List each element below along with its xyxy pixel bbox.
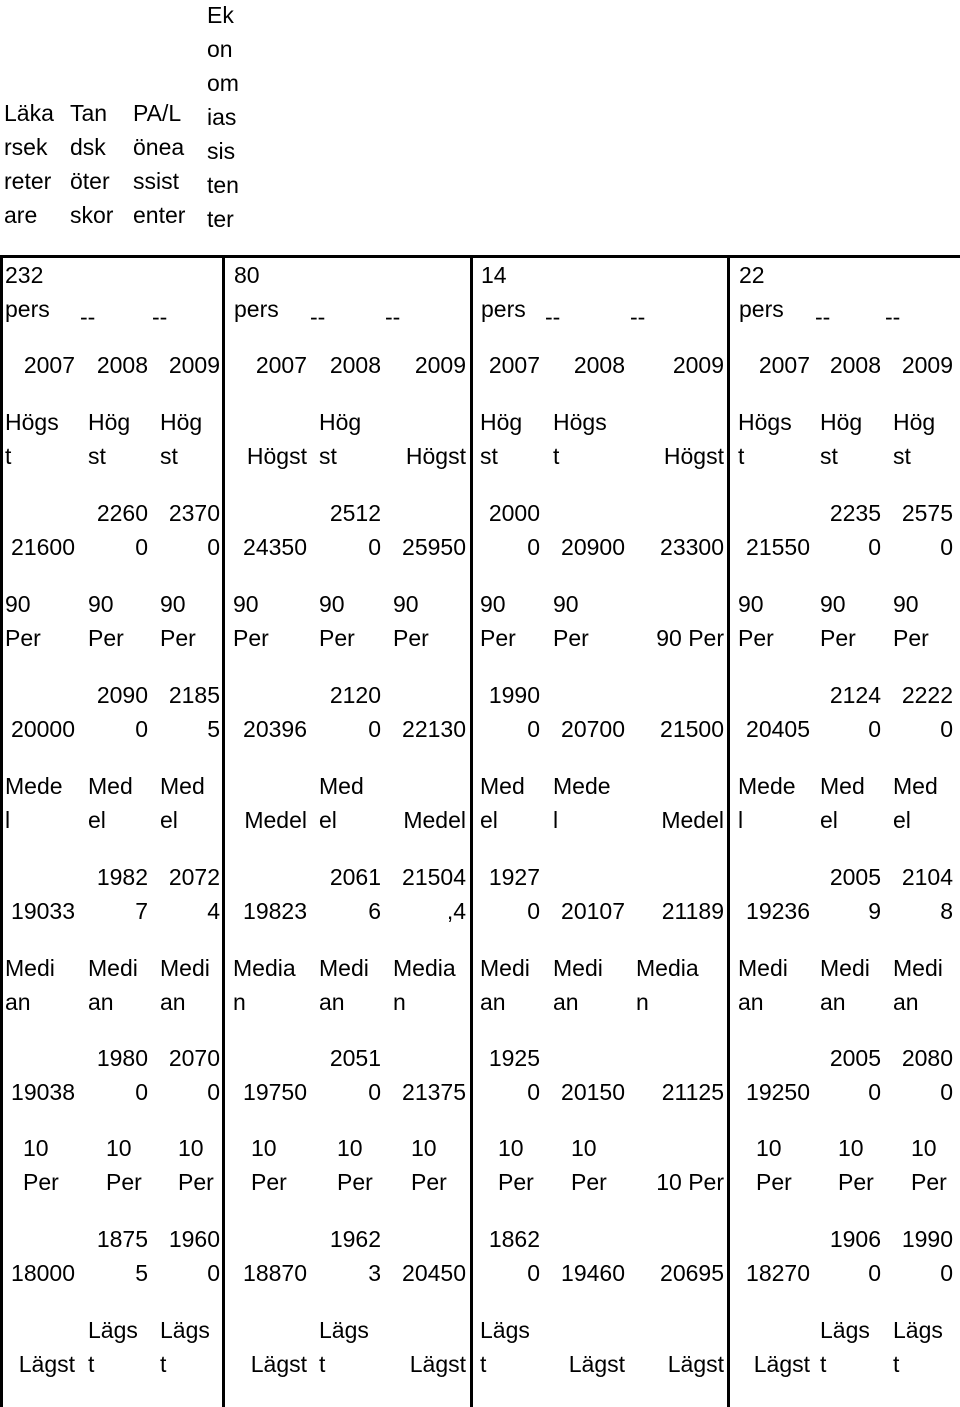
row-label: Per [911, 1169, 947, 1195]
row-label: Medel [244, 807, 307, 833]
value-cell: 0 [207, 1260, 220, 1286]
value-cell: 2575 [901, 500, 953, 526]
value-cell: 20900 [561, 534, 625, 560]
value-cell: 19460 [561, 1260, 625, 1286]
value-cell: 24350 [243, 534, 307, 560]
value-cell: 20700 [561, 716, 625, 742]
row-label: an [480, 989, 506, 1015]
column-header-line: skor [70, 202, 114, 228]
value-cell: 2185 [168, 682, 220, 708]
row-label: n [233, 989, 246, 1015]
row-label: Per [88, 625, 124, 651]
row-label: Medi [5, 955, 55, 981]
row-label: Lägst [250, 1351, 307, 1377]
row-label: Per [106, 1169, 142, 1195]
row-label: Lägs [319, 1317, 369, 1343]
year-label: 2008 [829, 352, 881, 378]
value-cell: 21504 [402, 864, 466, 890]
column-header-line: rsek [4, 134, 48, 160]
value-cell: 21189 [661, 898, 724, 924]
row-label: Per [756, 1169, 792, 1195]
column-header-line: Ek [207, 2, 234, 28]
row-label: 10 [23, 1135, 49, 1161]
value-cell: 19038 [11, 1079, 75, 1105]
value-cell: 1962 [329, 1226, 381, 1252]
row-label: 10 Per [656, 1169, 724, 1195]
row-label: el [88, 807, 106, 833]
column-header-line: PA/L [133, 100, 182, 126]
row-label: Med [88, 773, 133, 799]
year-label: 2007 [758, 352, 810, 378]
row-label: 90 [5, 591, 31, 617]
group-dash: -- [885, 304, 901, 330]
value-cell: 0 [135, 1079, 148, 1105]
group-size: 80 [234, 262, 260, 288]
group-divider [0, 255, 3, 1407]
value-cell: 2090 [96, 682, 148, 708]
row-label: Medi [160, 955, 210, 981]
value-cell: 1980 [96, 1045, 148, 1071]
group-dash: -- [310, 304, 326, 330]
group-size: pers [739, 296, 784, 322]
row-label: t [893, 1351, 900, 1377]
year-label: 2009 [672, 352, 724, 378]
row-label: Lägs [88, 1317, 138, 1343]
value-cell: ,4 [446, 898, 466, 924]
row-label: 90 [233, 591, 259, 617]
row-label: Högs [5, 409, 59, 435]
year-label: 2008 [573, 352, 625, 378]
value-cell: 1862 [488, 1226, 540, 1252]
value-cell: 20107 [561, 898, 625, 924]
row-label: Per [178, 1169, 214, 1195]
row-label: st [820, 443, 838, 469]
row-label: Per [411, 1169, 447, 1195]
value-cell: 1906 [829, 1226, 881, 1252]
column-header-line: dsk [70, 134, 106, 160]
row-label: Medel [661, 807, 724, 833]
row-label: 10 [411, 1135, 437, 1161]
row-label: st [319, 443, 337, 469]
value-cell: 20695 [660, 1260, 724, 1286]
year-label: 2009 [168, 352, 220, 378]
value-cell: 0 [527, 534, 540, 560]
value-cell: 0 [207, 1079, 220, 1105]
row-label: Lägs [160, 1317, 210, 1343]
row-label: Med [480, 773, 525, 799]
value-cell: 4 [207, 898, 220, 924]
value-cell: 7 [135, 898, 148, 924]
year-label: 2007 [255, 352, 307, 378]
row-label: st [160, 443, 178, 469]
row-label: an [319, 989, 345, 1015]
column-header-line: ten [207, 172, 239, 198]
value-cell: 2104 [901, 864, 953, 890]
row-label: Per [571, 1169, 607, 1195]
row-label: Med [319, 773, 364, 799]
row-label: Media [636, 955, 699, 981]
value-cell: 21500 [660, 716, 724, 742]
value-cell: 18270 [746, 1260, 810, 1286]
row-label: st [480, 443, 498, 469]
row-label: Medi [738, 955, 788, 981]
row-label: Hög [480, 409, 523, 435]
value-cell: 22130 [402, 716, 466, 742]
value-cell: 2222 [901, 682, 953, 708]
year-label: 2008 [329, 352, 381, 378]
value-cell: 0 [940, 716, 953, 742]
value-cell: 20150 [561, 1079, 625, 1105]
row-label: el [893, 807, 911, 833]
value-cell: 1982 [96, 864, 148, 890]
group-size: pers [481, 296, 526, 322]
row-label: Hög [160, 409, 203, 435]
column-header-line: sis [207, 138, 236, 164]
row-label: 90 [393, 591, 419, 617]
column-header-line: are [4, 202, 38, 228]
value-cell: 19033 [11, 898, 75, 924]
row-label: Per [498, 1169, 534, 1195]
value-cell: 21600 [11, 534, 75, 560]
row-label: Lägst [568, 1351, 625, 1377]
group-divider [727, 255, 730, 1407]
row-label: n [393, 989, 406, 1015]
group-dash: -- [545, 304, 561, 330]
value-cell: 2370 [168, 500, 220, 526]
row-label: 10 [756, 1135, 782, 1161]
value-cell: 0 [868, 534, 881, 560]
row-label: 10 [498, 1135, 524, 1161]
row-label: Lägst [409, 1351, 466, 1377]
value-cell: 1875 [96, 1226, 148, 1252]
row-label: Hög [893, 409, 936, 435]
row-label: Med [160, 773, 205, 799]
value-cell: 5 [207, 716, 220, 742]
row-label: Per [738, 625, 774, 651]
row-label: Per [233, 625, 269, 651]
row-label: Per [23, 1169, 59, 1195]
row-label: Medi [319, 955, 369, 981]
value-cell: 2120 [329, 682, 381, 708]
row-label: 10 [251, 1135, 277, 1161]
column-header-line: Tan [70, 100, 108, 126]
row-label: el [820, 807, 838, 833]
value-cell: 20000 [11, 716, 75, 742]
value-cell: 1927 [488, 864, 540, 890]
row-label: Medi [88, 955, 138, 981]
row-label: Högs [738, 409, 792, 435]
value-cell: 21375 [402, 1079, 466, 1105]
row-label: n [636, 989, 649, 1015]
column-header-line: ter [207, 206, 234, 232]
row-label: Lägs [820, 1317, 870, 1343]
row-label: Per [820, 625, 856, 651]
row-label: el [480, 807, 498, 833]
row-label: Per [251, 1169, 287, 1195]
column-header [133, 96, 185, 232]
row-label: t [5, 443, 12, 469]
value-cell: 2235 [829, 500, 881, 526]
row-label: 90 [820, 591, 846, 617]
row-label: 90 [553, 591, 579, 617]
row-label: an [160, 989, 186, 1015]
group-size: pers [234, 296, 279, 322]
row-label: Mede [5, 773, 63, 799]
value-cell: 0 [940, 1260, 953, 1286]
value-cell: 1990 [488, 682, 540, 708]
row-label: an [5, 989, 31, 1015]
value-cell: 9 [868, 898, 881, 924]
row-label: Per [393, 625, 429, 651]
value-cell: 0 [135, 534, 148, 560]
column-header-line: Läka [4, 100, 54, 126]
group-dash: -- [385, 304, 401, 330]
row-label: Hög [820, 409, 863, 435]
row-label: an [88, 989, 114, 1015]
row-label: Per [553, 625, 589, 651]
value-cell: 1990 [901, 1226, 953, 1252]
row-label: el [160, 807, 178, 833]
column-header-line: on [207, 36, 233, 62]
value-cell: 20396 [243, 716, 307, 742]
value-cell: 8 [940, 898, 953, 924]
row-label: Per [893, 625, 929, 651]
row-label: st [893, 443, 911, 469]
value-cell: 18870 [243, 1260, 307, 1286]
row-label: 90 [88, 591, 114, 617]
value-cell: 0 [940, 1079, 953, 1105]
row-label: Lägs [893, 1317, 943, 1343]
row-label: 10 [911, 1135, 937, 1161]
row-label: Högst [663, 443, 724, 469]
row-label: Högs [553, 409, 607, 435]
row-label: el [319, 807, 337, 833]
column-header [4, 96, 54, 232]
row-label: 90 [319, 591, 345, 617]
row-label: Per [838, 1169, 874, 1195]
row-label: Hög [319, 409, 362, 435]
value-cell: 0 [368, 716, 381, 742]
value-cell: 0 [368, 1079, 381, 1105]
group-dash: -- [80, 304, 96, 330]
row-label: Med [820, 773, 865, 799]
value-cell: 23300 [660, 534, 724, 560]
row-label: Per [480, 625, 516, 651]
row-label: l [553, 807, 559, 833]
row-label: an [738, 989, 764, 1015]
row-label: l [5, 807, 11, 833]
row-label: an [893, 989, 919, 1015]
row-label: t [738, 443, 745, 469]
value-cell: 0 [868, 1079, 881, 1105]
row-label: an [553, 989, 579, 1015]
year-label: 2007 [23, 352, 75, 378]
value-cell: 0 [527, 898, 540, 924]
value-cell: 0 [868, 716, 881, 742]
value-cell: 19750 [243, 1079, 307, 1105]
value-cell: 21125 [661, 1079, 724, 1105]
year-label: 2008 [96, 352, 148, 378]
value-cell: 0 [135, 716, 148, 742]
row-label: Högst [246, 443, 307, 469]
column-header-line: önea [133, 134, 185, 160]
value-cell: 2124 [829, 682, 881, 708]
row-label: Medi [480, 955, 530, 981]
row-label: Lägst [667, 1351, 724, 1377]
row-label: t [160, 1351, 167, 1377]
value-cell: 6 [368, 898, 381, 924]
value-cell: 19823 [243, 898, 307, 924]
value-cell: 1925 [488, 1045, 540, 1071]
row-label: l [738, 807, 744, 833]
value-cell: 2005 [829, 864, 881, 890]
value-cell: 25950 [402, 534, 466, 560]
row-label: Högst [405, 443, 466, 469]
group-dash: -- [815, 304, 831, 330]
value-cell: 0 [527, 1079, 540, 1105]
row-label: 90 [160, 591, 186, 617]
row-label: Lägst [753, 1351, 810, 1377]
row-label: an [820, 989, 846, 1015]
year-label: 2009 [414, 352, 466, 378]
row-label: Medi [820, 955, 870, 981]
group-dash: -- [152, 304, 168, 330]
value-cell: 2260 [96, 500, 148, 526]
group-dash: -- [630, 304, 646, 330]
column-header-line: ssist [133, 168, 179, 194]
row-label: Medi [893, 955, 943, 981]
table-top-border [0, 255, 960, 258]
value-cell: 0 [868, 1260, 881, 1286]
row-label: t [319, 1351, 326, 1377]
value-cell: 0 [207, 534, 220, 560]
column-header [70, 96, 113, 232]
row-label: Medi [553, 955, 603, 981]
row-label: t [480, 1351, 487, 1377]
row-label: 10 [571, 1135, 597, 1161]
value-cell: 20405 [746, 716, 810, 742]
value-cell: 21550 [746, 534, 810, 560]
column-header-line: enter [133, 202, 186, 228]
value-cell: 19236 [746, 898, 810, 924]
value-cell: 2061 [329, 864, 381, 890]
value-cell: 2070 [168, 1045, 220, 1071]
year-label: 2007 [488, 352, 540, 378]
value-cell: 2072 [168, 864, 220, 890]
row-label: t [553, 443, 560, 469]
group-size: 14 [481, 262, 507, 288]
value-cell: 2051 [329, 1045, 381, 1071]
value-cell: 5 [135, 1260, 148, 1286]
value-cell: 19250 [746, 1079, 810, 1105]
row-label: 90 [480, 591, 506, 617]
row-label: Med [893, 773, 938, 799]
row-label: 90 [738, 591, 764, 617]
row-label: Per [319, 625, 355, 651]
row-label: Per [160, 625, 196, 651]
row-label: Media [233, 955, 296, 981]
row-label: Hög [88, 409, 131, 435]
column-header [207, 0, 239, 236]
column-header-line: öter [70, 168, 110, 194]
column-header-line: om [207, 70, 239, 96]
row-label: 10 [178, 1135, 204, 1161]
row-label: Lägs [480, 1317, 530, 1343]
value-cell: 0 [527, 1260, 540, 1286]
value-cell: 20450 [402, 1260, 466, 1286]
column-header-line: reter [4, 168, 52, 194]
value-cell: 2000 [488, 500, 540, 526]
row-label: 10 [106, 1135, 132, 1161]
group-size: 232 [5, 262, 44, 288]
column-header-line: ias [207, 104, 237, 130]
row-label: Per [337, 1169, 373, 1195]
value-cell: 1960 [168, 1226, 220, 1252]
value-cell: 0 [940, 534, 953, 560]
row-label: t [88, 1351, 95, 1377]
value-cell: 2512 [329, 500, 381, 526]
row-label: 10 [337, 1135, 363, 1161]
row-label: Media [393, 955, 456, 981]
row-label: 10 [838, 1135, 864, 1161]
value-cell: 2080 [901, 1045, 953, 1071]
row-label: st [88, 443, 106, 469]
row-label: Per [5, 625, 41, 651]
year-label: 2009 [901, 352, 953, 378]
group-size: 22 [739, 262, 765, 288]
row-label: Medel [403, 807, 466, 833]
row-label: 90 Per [656, 625, 724, 651]
row-label: t [820, 1351, 827, 1377]
group-size: pers [5, 296, 50, 322]
value-cell: 0 [368, 534, 381, 560]
value-cell: 0 [527, 716, 540, 742]
row-label: Mede [553, 773, 611, 799]
value-cell: 2005 [829, 1045, 881, 1071]
value-cell: 3 [368, 1260, 381, 1286]
row-label: Lägst [18, 1351, 75, 1377]
row-label: 90 [893, 591, 919, 617]
value-cell: 18000 [11, 1260, 75, 1286]
row-label: Mede [738, 773, 796, 799]
